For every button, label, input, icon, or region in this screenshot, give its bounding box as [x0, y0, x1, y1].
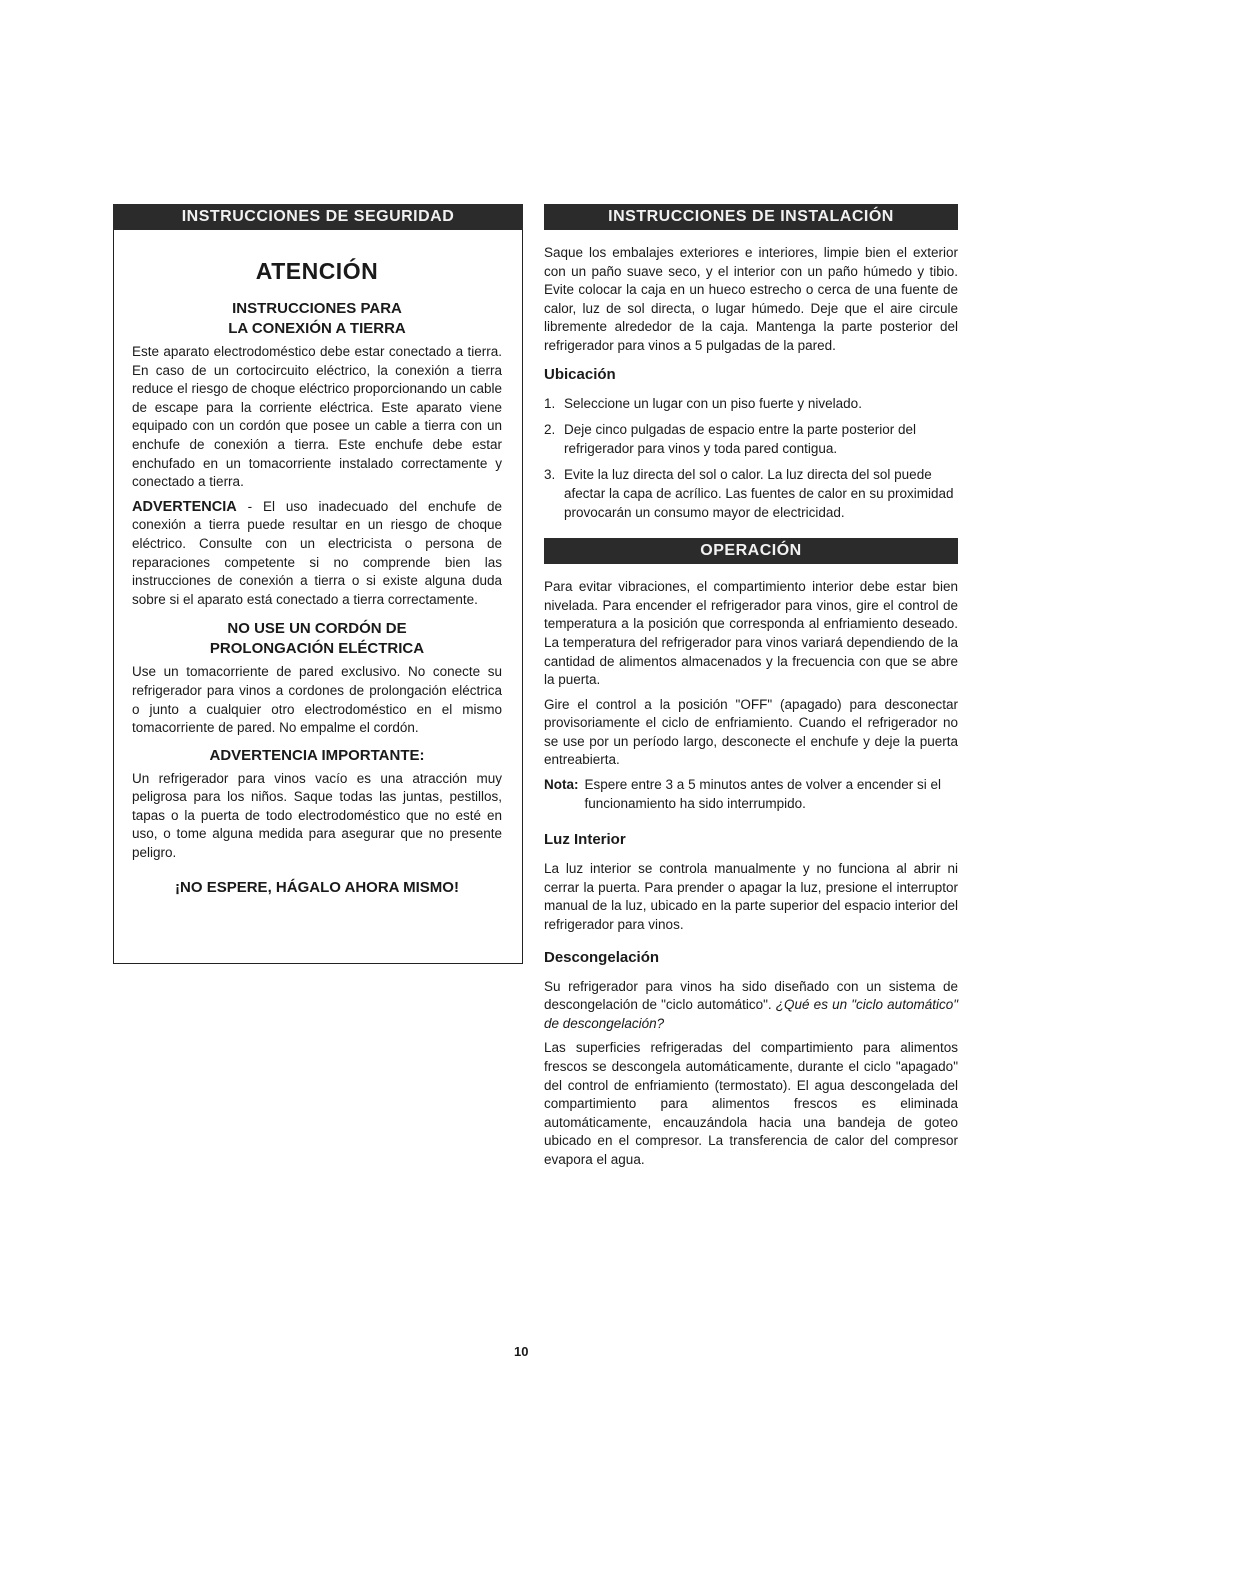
extension-subhead-line2: PROLONGACIÓN ELÉCTRICA: [209, 640, 425, 658]
step-text: Deje cinco pulgadas de espacio entre la parte posterior del refrigerador para vinos y toda pared contigua.: [564, 422, 916, 456]
ubicacion-heading: Ubicación: [544, 365, 616, 383]
note-label: Nota:: [544, 777, 579, 793]
luz-interior-paragraph: La luz interior se controla manualmente y no funciona al abrir ni cerrar la puerta. Para prender o apagar la luz, presione el interruptor manual de la luz, ubicado en la parte superior del espacio interior del refrigerador para vinos.: [544, 861, 958, 933]
final-warning: ¡NO ESPERE, HÁGALO AHORA MISMO!: [175, 878, 459, 896]
step-text: Evite la luz directa del sol o calor. La luz directa del sol puede afectar la capa de acrílico. Las fuentes de calor en su proximidad provocarán un consumo mayor de electricidad.: [564, 467, 954, 520]
list-item: [544, 421, 958, 458]
operation-paragraph-2: Gire el control a la posición "OFF" (apagado) para desconectar provisoriamente el ciclo de enfriamiento. Cuando el refrigerador no se use por un período largo, desconecte el enchufe y deje la puerta entreabierta.: [544, 696, 958, 768]
step-number: 2.: [544, 422, 556, 438]
grounding-paragraph: Este aparato electrodoméstico debe estar conectado a tierra. En caso de un cortocircuito eléctrico, la conexión a tierra reduce el riesgo de choque eléctrico proporcionando un cable de escape para la corriente eléctrica. Este aparato viene equipado con un cordón que posee un cable a tierra con un enchufe de conexión a tierra. Este enchufe debe estar enchufado en un tomacorriente instalado correctamente y conectado a tierra.: [132, 344, 502, 490]
atencion-title: ATENCIÓN: [255, 258, 379, 284]
list-item: [544, 395, 958, 414]
step-number: 1.: [544, 395, 556, 411]
operation-note: [544, 776, 958, 813]
descongelacion-paragraph-1: [544, 978, 958, 1034]
page-number: 10: [514, 1344, 529, 1359]
extension-cord-subhead: [132, 619, 502, 659]
descongelacion-heading: Descongelación: [544, 948, 660, 966]
location-steps: [544, 395, 958, 523]
step-text: Seleccione un lugar con un piso fuerte y nivelado.: [564, 395, 862, 411]
list-item: [544, 466, 958, 522]
operation-header: OPERACIÓN: [544, 538, 958, 564]
step-number: 3.: [544, 467, 556, 483]
grounding-subhead-line1: INSTRUCCIONES PARA: [232, 300, 402, 317]
note-text: Espere entre 3 a 5 minutos antes de volver a encender si el funcionamiento ha sido interrumpido.: [584, 777, 941, 811]
safety-header: INSTRUCCIONES DE SEGURIDAD: [113, 204, 523, 230]
grounding-subhead-line2: LA CONEXIÓN A TIERRA: [228, 320, 406, 337]
installation-header: INSTRUCCIONES DE INSTALACIÓN: [544, 204, 958, 230]
extension-cord-paragraph: Use un tomacorriente de pared exclusivo. No conecte su refrigerador para vinos a cordones de prolongación eléctrica o junto a cualquier otro electrodoméstico en el mismo tomacorriente de pared. No empalme el cordón.: [132, 664, 502, 736]
important-warning-subhead: ADVERTENCIA IMPORTANTE:: [209, 746, 425, 764]
right-column: [544, 204, 958, 1176]
extension-subhead-line1: NO USE UN CORDÓN DE: [227, 620, 407, 638]
installation-paragraph: Saque los embalajes exteriores e interiores, limpie bien el exterior con un paño suave seco, y el interior con un paño húmedo y tibio. Evite colocar la caja en un hueco estrecho o cerca de una fuente de calor, luz de sol directa, o lugar húmedo. Deje que el aire circule libremente alrededor de la caja. Mantenga la parte posterior del refrigerador para vinos a 5 pulgadas de la pared.: [544, 245, 958, 353]
safety-instructions-box: [113, 204, 523, 964]
operation-paragraph-1: Para evitar vibraciones, el compartimiento interior debe estar bien nivelada. Para encender el refrigerador para vinos, gire el control de temperatura a la posición que corresponda al enfriamiento deseado. La temperatura del refrigerador para vinos variará dependiendo de la cantidad de alimentos almacenados y la frecuencia con que se abre la puerta.: [544, 579, 958, 688]
desc-text: Su refrigerador para vinos ha sido diseñado con un sistema de descongelación de "ciclo automático".: [544, 978, 958, 1013]
luz-interior-heading: Luz Interior: [544, 831, 626, 849]
warning-label: ADVERTENCIA: [132, 498, 237, 515]
desc-question: ¿Qué es un "ciclo automático" de descongelación?: [544, 997, 959, 1031]
descongelacion-paragraph-2: Las superficies refrigeradas del compartimiento para alimentos frescos se descongela automáticamente, durante el ciclo "apagado" del control de enfriamiento (termostato). El agua descongelada del compartimiento para alimentos frescos es eliminada automáticamente, encauzándola hacia una bandeja de goteo ubicado en el compresor. La transferencia de calor del compresor evapora el agua.: [544, 1040, 958, 1167]
grounding-subhead: [132, 299, 502, 339]
important-warning-paragraph: Un refrigerador para vinos vacío es una atracción muy peligrosa para los niños. Saque todas las juntas, pestillos, tapas o la puerta de todo electrodoméstico que no esté en uso, o tome alguna medida para asegurar que no presente peligro.: [132, 770, 502, 861]
warning-text: - El uso inadecuado del enchufe de conexión a tierra puede resultar en un riesgo de choque eléctrico. Consulte con un electricista o persona de reparaciones competente si no comprende bien las instrucciones de conexión a tierra o si existe alguna duda sobre si el aparato está conectado a tierra correctamente.: [132, 498, 502, 607]
warning-paragraph: [132, 498, 502, 610]
